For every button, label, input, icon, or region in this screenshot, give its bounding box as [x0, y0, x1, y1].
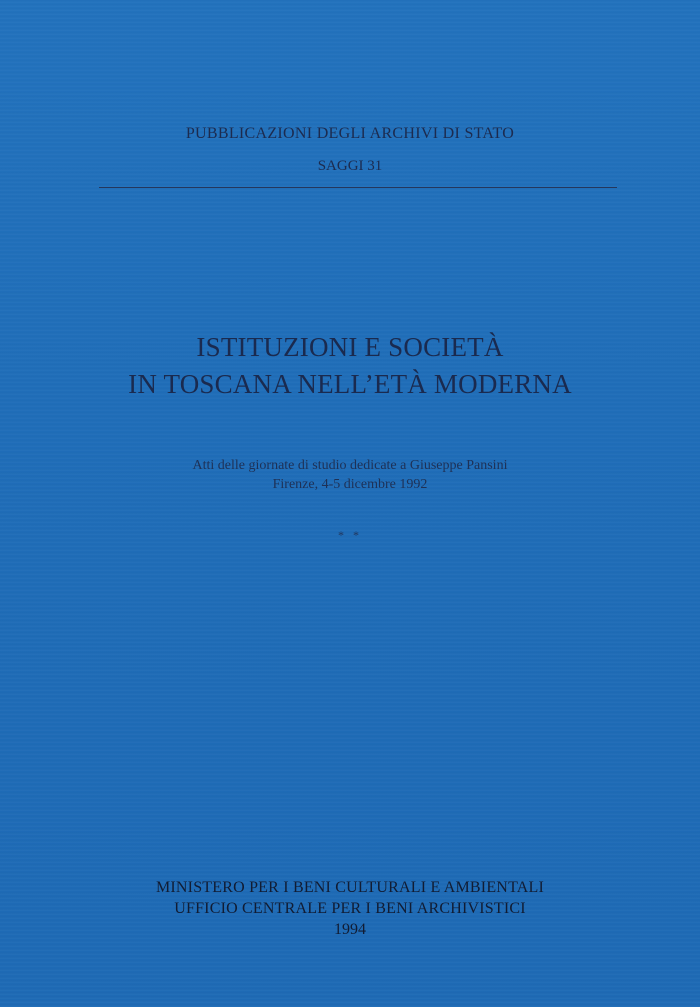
series-volume: SAGGI 31 [317, 158, 383, 174]
publication-year: 1994 [334, 921, 366, 938]
publisher-line-1: MINISTERO PER I BENI CULTURALI E AMBIENTALI [155, 879, 545, 896]
book-title-line-2: IN TOSCANA NELL’ETÀ MODERNA [128, 369, 572, 399]
book-subtitle-line-1: Atti delle giornate di studio dedicate a Giuseppe Pansini [192, 458, 508, 473]
publisher-line-2: UFFICIO CENTRALE PER I BENI ARCHIVISTICI [174, 900, 526, 917]
header-divider [99, 187, 617, 188]
book-title-line-1: ISTITUZIONI E SOCIETÀ [196, 332, 504, 362]
book-subtitle-line-2: Firenze, 4-5 dicembre 1992 [272, 477, 428, 492]
volume-marker: * * [338, 528, 362, 542]
series-title: PUBBLICAZIONI DEGLI ARCHIVI DI STATO [185, 125, 515, 142]
